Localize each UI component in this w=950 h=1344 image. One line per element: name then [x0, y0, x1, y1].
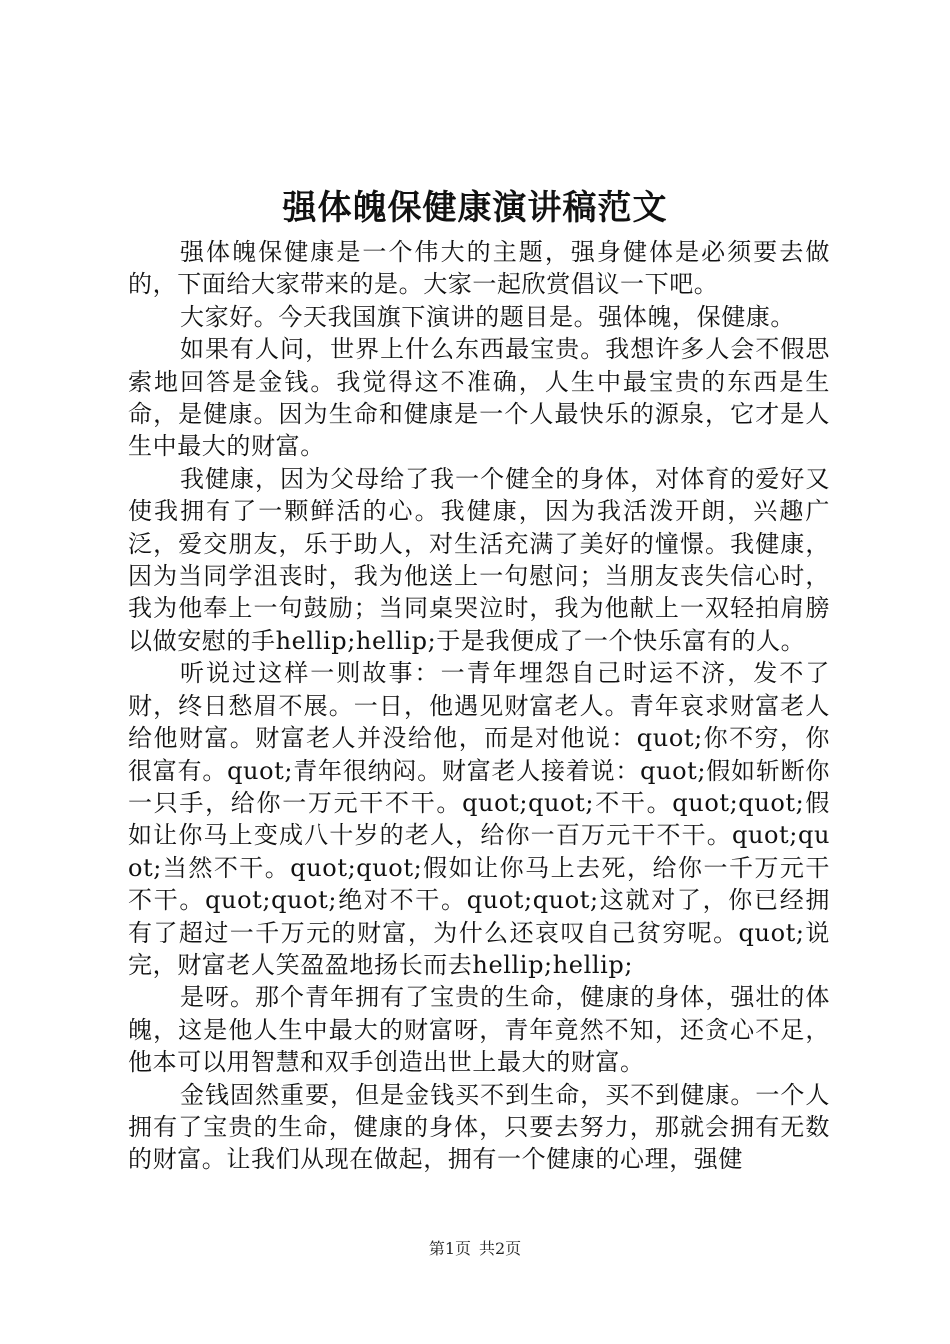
paragraph-most-precious: 如果有人问，世界上什么东西最宝贵。我想许多人会不假思索地回答是金钱。我觉得这不准确，人生中最宝贵的东西是生命，是健康。因为生命和健康是一个人最快乐的源泉，它才是人生中最大的财富。: [128, 335, 830, 461]
paragraph-story: 听说过这样一则故事：一青年埋怨自己时运不济，发不了财，终日愁眉不展。一日，他遇见财富老人。青年哀求财富老人给他财富。财富老人并没给他，而是对他说：quot;你不穷，你很富有。quot;青年很纳闷。财富老人接着说：quot;假如斩断你一只手，给你一万元干不干。quot;quot;不干。quot;quot;假如让你马上变成八十岁的老人，给你一百万元干不干。quot;quot;当然不干。quot;quot;假如让你马上去死，给你一千万元干不干。quot;quot;绝对不干。quot;quot;这就对了，你已经拥有了超过一千万元的财富，为什么还哀叹自己贫穷呢。quot;说完，财富老人笑盈盈地扬长而去hellip;hellip;: [128, 659, 830, 979]
paragraph-i-am-healthy: 我健康，因为父母给了我一个健全的身体，对体育的爱好又使我拥有了一颗鲜活的心。我健康，因为我活泼开朗，兴趣广泛，爱交朋友，乐于助人，对生活充满了美好的憧憬。我健康，因为当同学沮丧时，我为他送上一句慰问；当朋友丧失信心时，我为他奉上一句鼓励；当同桌哭泣时，我为他献上一双轻拍肩膀以做安慰的手hellip;hellip;于是我便成了一个快乐富有的人。: [128, 464, 830, 655]
page-total: 共2页: [479, 1239, 522, 1258]
paragraph-reflection: 是呀。那个青年拥有了宝贵的生命，健康的身体，强壮的体魄，这是他人生中最大的财富呀，青年竟然不知，还贪心不足，他本可以用智慧和双手创造出世上最大的财富。: [128, 983, 830, 1077]
document-body: [128, 236, 830, 1176]
paragraph-conclusion: 金钱固然重要，但是金钱买不到生命，买不到健康。一个人拥有了宝贵的生命，健康的身体，只要去努力，那就会拥有无数的财富。让我们从现在做起，拥有一个健康的心理，强健: [128, 1080, 830, 1174]
page-number: 第1页: [428, 1239, 471, 1258]
paragraph-greeting: 大家好。今天我国旗下演讲的题目是。强体魄，保健康。: [180, 302, 795, 331]
document-title: 强体魄保健康演讲稿范文: [282, 188, 668, 228]
page-footer: [0, 1238, 950, 1260]
paragraph-intro: 强体魄保健康是一个伟大的主题，强身健体是必须要去做的，下面给大家带来的是。大家一起欣赏倡议一下吧。: [128, 238, 830, 299]
